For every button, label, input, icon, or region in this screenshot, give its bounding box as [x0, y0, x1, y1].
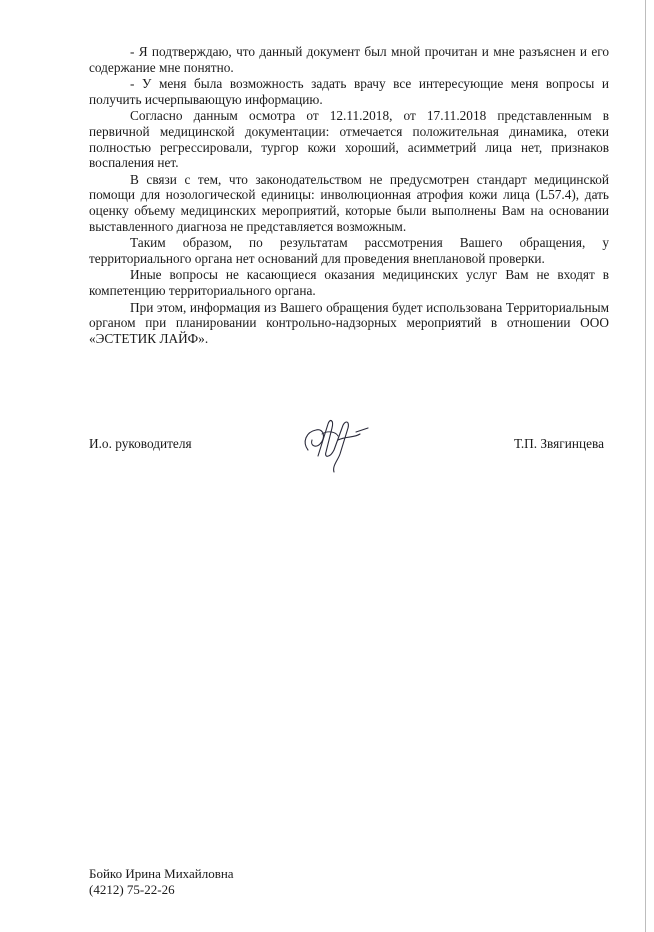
letter-body	[89, 44, 609, 347]
signature-block	[89, 432, 604, 492]
paragraph-examination: Согласно данным осмотра от 12.11.2018, от 17.11.2018 представленным в первичной медицинской документации: отмечается положительная динамика, отеки полностью регрессировали, тургор кожи хороший, асимметрий лица нет, признаков воспаления нет.	[89, 108, 609, 171]
paragraph-competence: Иные вопросы не касающиеся оказания медицинских услуг Вам не входят в компетенцию территориального органа.	[89, 267, 609, 298]
scan-edge-line	[645, 0, 646, 932]
paragraph-usage: При этом, информация из Вашего обращения будет использована Территориальным органом при планировании контрольно-надзорных мероприятий в отношении ООО «ЭСТЕТИК ЛАЙФ».	[89, 299, 609, 346]
contact-person: Бойко Ирина Михайловна	[89, 866, 234, 881]
signer-role: И.о. руководителя	[89, 436, 192, 451]
paragraph-confirm-read: - Я подтверждаю, что данный документ был мной прочитан и мне разъяснен и его содержание мне понятно.	[89, 44, 609, 75]
paragraph-standard: В связи с тем, что законодательством не предусмотрен стандарт медицинской помощи для нозологической единицы: инволюционная атрофия кожи лица (L57.4), дать оценку объему медицинских мероприятий, которые были выполнены Вам на основании выставленного диагноза не представляется возможным.	[89, 171, 609, 234]
contact-phone: (4212) 75-22-26	[89, 881, 175, 897]
signer-name: Т.П. Звягинцева	[514, 436, 604, 451]
paragraph-conclusion: Таким образом, по результатам рассмотрения Вашего обращения, у территориального органа нет оснований для проведения внеплановой проверки.	[89, 235, 609, 266]
paragraph-questions: - У меня была возможность задать врачу все интересующие меня вопросы и получить исчерпывающую информацию.	[89, 76, 609, 107]
handwritten-signature	[294, 406, 374, 476]
contact-info	[89, 866, 234, 897]
